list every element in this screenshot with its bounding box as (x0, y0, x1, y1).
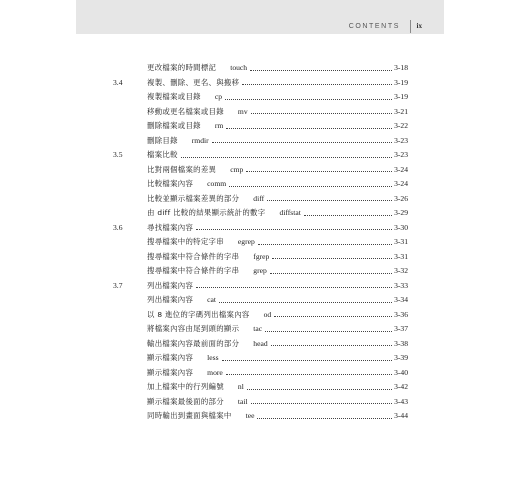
entry-title: 顯示檔案內容 (147, 353, 194, 363)
header-divider (410, 20, 411, 33)
toc-entry (147, 235, 408, 249)
command-name: cmp (230, 164, 244, 174)
toc-entry-row (76, 293, 444, 308)
dot-leader (196, 287, 392, 288)
toc-entry-row (76, 235, 444, 250)
toc-section-row (76, 148, 444, 163)
section-number: 3.7 (113, 280, 123, 290)
command-name: nl (237, 382, 244, 392)
entry-title: 顯示檔案最後面的部分 (147, 396, 224, 406)
page-reference: 3-19 (394, 92, 408, 102)
toc-entry-row (76, 380, 444, 395)
page-reference: 3-33 (394, 280, 408, 290)
page-reference: 3-32 (394, 266, 408, 276)
entry-title: 同時輸出到畫面與檔案中 (147, 411, 232, 421)
dot-leader (251, 113, 392, 114)
toc-entry-row (76, 366, 444, 381)
page-reference: 3-18 (394, 63, 408, 73)
command-name: egrep (237, 237, 255, 247)
entry-title: 更改檔案的時間標記 (147, 63, 217, 73)
book-page (76, 0, 444, 500)
dot-leader (181, 157, 392, 158)
toc-section-row (76, 279, 444, 294)
toc-entry (147, 395, 408, 409)
dot-leader (258, 244, 392, 245)
page-reference: 3-30 (394, 222, 408, 232)
toc-entry-row (76, 409, 444, 424)
page-reference: 3-26 (394, 193, 408, 203)
command-name: fgrep (253, 251, 270, 261)
page-reference: 3-19 (394, 77, 408, 87)
command-name: tee (245, 411, 255, 421)
toc-entry (147, 279, 408, 293)
toc-entry-row (76, 395, 444, 410)
toc-entry (147, 293, 408, 307)
toc-entry (147, 264, 408, 278)
page-reference: 3-21 (394, 106, 408, 116)
dot-leader (274, 316, 392, 317)
section-number: 3.5 (113, 150, 123, 160)
toc-entry (147, 134, 408, 148)
toc-entry-row (76, 119, 444, 134)
toc-entry-row (76, 308, 444, 323)
toc-entry (147, 221, 408, 235)
dot-leader (212, 142, 392, 143)
dot-leader (226, 128, 392, 129)
command-name: less (207, 353, 219, 363)
entry-title: 比對兩個檔案的差異 (147, 164, 217, 174)
toc-entry-row (76, 250, 444, 265)
toc-entry-row (76, 105, 444, 120)
toc-section-row (76, 221, 444, 236)
entry-title: 列出檔案內容 (147, 280, 194, 290)
entry-title: 檔案比較 (147, 150, 178, 160)
entry-title: 尋找檔案內容 (147, 222, 194, 232)
entry-title: 複製、刪除、更名、與搬移 (147, 77, 240, 87)
toc-entry (147, 366, 408, 380)
entry-title: 列出檔案內容 (147, 295, 194, 305)
page-reference: 3-44 (394, 411, 408, 421)
entry-title: 搜尋檔案中的特定字串 (147, 237, 224, 247)
command-name: comm (207, 179, 227, 189)
toc-entry (147, 308, 408, 322)
toc-entry (147, 148, 408, 162)
page-header (76, 0, 444, 34)
dot-leader (219, 302, 392, 303)
command-name: cp (214, 92, 223, 102)
dot-leader (247, 389, 392, 390)
entry-title: 比較並顯示檔案差異的部分 (147, 193, 240, 203)
toc-entry (147, 163, 408, 177)
page-reference: 3-24 (394, 164, 408, 174)
page-reference: 3-22 (394, 121, 408, 131)
command-name: rmdir (191, 135, 209, 145)
toc-entry (147, 380, 408, 394)
command-name: diffstat (279, 208, 301, 218)
toc-entry (147, 337, 408, 351)
dot-leader (251, 403, 392, 404)
entry-title: 由 diff 比較的結果顯示統計的數字 (147, 208, 266, 218)
toc-entry-row (76, 322, 444, 337)
toc-entry (147, 322, 408, 336)
page-reference: 3-31 (394, 251, 408, 261)
command-name: rm (214, 121, 224, 131)
entry-title: 複製檔案或目錄 (147, 92, 201, 102)
dot-leader (222, 360, 393, 361)
page-reference: 3-36 (394, 309, 408, 319)
entry-title: 加上檔案中的行列編號 (147, 382, 224, 392)
page-reference: 3-42 (394, 382, 408, 392)
dot-leader (304, 215, 392, 216)
page-reference: 3-43 (394, 396, 408, 406)
toc-entry-row (76, 177, 444, 192)
page-reference: 3-23 (394, 150, 408, 160)
command-name: cat (207, 295, 217, 305)
dot-leader (246, 171, 392, 172)
section-number: 3.4 (113, 77, 123, 87)
toc-entry (147, 409, 408, 423)
command-name: od (263, 309, 272, 319)
entry-title: 移動或更名檔案或目錄 (147, 106, 224, 116)
toc-entry (147, 61, 408, 75)
toc-entry-row (76, 90, 444, 105)
command-name: more (207, 367, 223, 377)
entry-title: 顯示檔案內容 (147, 367, 194, 377)
entry-title: 將檔案內容由尾到頭的顯示 (147, 324, 240, 334)
toc-entry (147, 351, 408, 365)
dot-leader (265, 331, 392, 332)
dot-leader (229, 186, 392, 187)
toc-entry-row (76, 337, 444, 352)
dot-leader (257, 418, 392, 419)
entry-title: 刪除目錄 (147, 135, 178, 145)
toc-entry (147, 76, 408, 90)
section-number: 3.6 (113, 222, 123, 232)
table-of-contents (76, 61, 444, 424)
toc-entry-row (76, 206, 444, 221)
toc-entry (147, 206, 408, 220)
toc-entry-row (76, 264, 444, 279)
command-name: mv (237, 106, 248, 116)
entry-title: 以 8 進位的字碼列出檔案內容 (147, 309, 250, 319)
entry-title: 輸出檔案內容最前面的部分 (147, 338, 240, 348)
command-name: tail (237, 396, 248, 406)
page-reference: 3-29 (394, 208, 408, 218)
page-reference: 3-37 (394, 324, 408, 334)
page-reference: 3-38 (394, 338, 408, 348)
command-name: touch (230, 63, 248, 73)
toc-entry (147, 192, 408, 206)
toc-entry (147, 250, 408, 264)
dot-leader (270, 273, 392, 274)
toc-entry-row (76, 134, 444, 149)
dot-leader (250, 70, 392, 71)
page-number: ix (416, 22, 422, 30)
dot-leader (272, 258, 392, 259)
toc-entry (147, 105, 408, 119)
dot-leader (196, 229, 392, 230)
toc-entry (147, 119, 408, 133)
toc-entry (147, 177, 408, 191)
dot-leader (225, 99, 392, 100)
page-reference: 3-24 (394, 179, 408, 189)
command-name: grep (253, 266, 267, 276)
dot-leader (271, 345, 392, 346)
toc-entry (147, 90, 408, 104)
entry-title: 搜尋檔案中符合條件的字串 (147, 266, 240, 276)
toc-section-row (76, 76, 444, 91)
page-reference: 3-40 (394, 367, 408, 377)
command-name: tac (253, 324, 263, 334)
dot-leader (267, 200, 392, 201)
entry-title: 刪除檔案或目錄 (147, 121, 201, 131)
command-name: diff (253, 193, 265, 203)
toc-entry-row (76, 192, 444, 207)
page-reference: 3-23 (394, 135, 408, 145)
command-name: head (253, 338, 268, 348)
entry-title: 比較檔案內容 (147, 179, 194, 189)
toc-entry-row (76, 351, 444, 366)
running-title: CONTENTS (348, 23, 400, 30)
page-reference: 3-39 (394, 353, 408, 363)
page-reference: 3-34 (394, 295, 408, 305)
toc-entry-row (76, 61, 444, 76)
dot-leader (242, 84, 392, 85)
toc-entry-row (76, 163, 444, 178)
entry-title: 搜尋檔案中符合條件的字串 (147, 251, 240, 261)
page-reference: 3-31 (394, 237, 408, 247)
dot-leader (226, 374, 392, 375)
